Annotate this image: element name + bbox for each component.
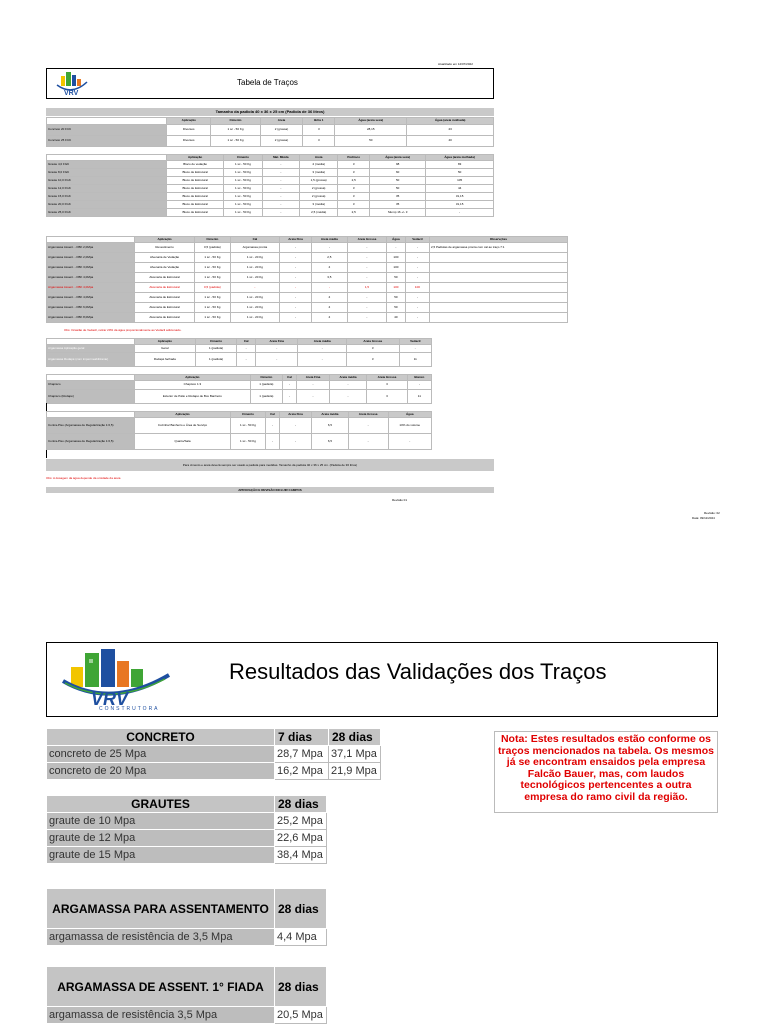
argamassa-table: Aplicação Cimento Cal Areia Fina Areia média Areia Grossa Água Vedacil Observções Argamassa Assent. - FBK 2,0Mpa Revestimento 0,5 (padiola) Argamassa pronta - - - - - 2,5 Padiolas de argamassa pronta com cal ao traço 7:1 Argamassa Assent. - FBK 2,0Mpa Alvenaria de Vedação 1 sc - 50 Kg 1 sc - 20 Kg - 2,5 - 100 - Argamassa Assent. - FBK 3,0Mpa Alvenaria de Vedação 1 sc - 50 Kg 1 sc - 20 Kg - 4 - 100 - Argamassa Assent. - FBK 4,0Mpa Alvenaria de Estrutural 1 sc - 50 Kg 1 sc - 20 Kg - 3,5 - 50 - Argamassa Assent. - FBK 4,0Mpa Alvenaria de Estrutural 0,5 (padiola) - - - 1,5 100 100 Argamassa Assent. - FBK 4,0Mpa Alvenaria de Estrutural 1 sc - 50 Kg 1 sc - 20 Kg - 4 - 50 - Argamassa Assent. - FBK 6,0Mpa Alvenaria de Estrutural 1 sc - 50 Kg 1 sc - 20 Kg - 4 - 50 - Argamassa Assent. - FBK 8,0Mpa Alvenaria de Estrutural 1 sc - 50 Kg 1 sc - 20 Kg - 4 - 40 - <box>46 236 568 323</box>
table-row: Graute 20,0 FGK Bloco de Estrutural 1 sc - 50 Kg - 3 (média) 3 35 31,15 <box>47 201 494 209</box>
updated-date: Atualizado em 12/07/2022 <box>438 62 473 66</box>
table-row: Concreto 25 FCK Diversos 1 sc - 50 Kg 2 (grossa) 3 50 40 <box>47 136 494 147</box>
table-row: Argamassa Rodapé (com impermeabilizante) Rodapé fachada 1 (padiola) - - - 3 11 <box>47 353 432 367</box>
sheet-title: Tabela de Traços <box>237 78 298 87</box>
table-row: Graute 4,0 FGK Bloco de vedação 1 sc - 50 Kg - 4 (média) 3 98 83 <box>47 161 494 169</box>
table-row: Argamassa Assent. - FBK 4,0Mpa Alvenaria de Estrutural 1 sc - 50 Kg 1 sc - 20 Kg - 3,5 - 50 - <box>47 273 568 283</box>
graute-table: Aplicação Cimento Mat. Miúda Areia Pedrisco Água (areia seca) Água (areia molhada) Graute 4,0 FGK Bloco de vedação 1 sc - 50 Kg - 4 (média) 3 98 83 Graute 8,0 FGK Bloco de Estrutural 1 sc - 50 Kg - 3 (média) 3 60 50 Graute 10,0 FGK Bloco de Estrutural 1 sc - 50 Kg - 1,5 (grossa) 2,5 50 105 Graute 12,0 FGK Bloco de Estrutural 1 sc - 50 Kg - 2 (grossa) 3 50 44 Graute 15,0 FGK Bloco de Estrutural 1 sc - 50 Kg - 2 (grossa) 3 35 31,15 Graute 20,0 FGK Bloco de Estrutural 1 sc - 50 Kg - 3 (média) 3 35 31,15 Graute 25,0 FGK Bloco de Estrutural 1 sc - 50 Kg - 2,5 (média) 2,5 Slump 16 +/- 3 - <box>46 154 494 217</box>
table-row: Graute 8,0 FGK Bloco de Estrutural 1 sc - 50 Kg - 3 (média) 3 60 50 <box>47 169 494 177</box>
table-row: graute de 12 Mpa 22,6 Mpa <box>47 830 327 847</box>
section-title: Tamanho da padiola 40 x 36 x 25 cm (Padiola de 36 litros) <box>46 108 494 116</box>
argamassa-fiada-results-table: ARGAMASSA DE ASSENT. 1° FIADA 28 dias argamassa de resistência 3,5 Mpa 20,5 Mpa <box>46 966 327 1024</box>
table-row: Contra-Piso (Argamassa de Regularização 1:6,5) Quarto/Sala 1 sc - 50 Kg - - 6,5 - - <box>47 434 432 450</box>
table-row: Argamassa Assent. - FBK 3,0Mpa Alvenaria de Vedação 1 sc - 50 Kg 1 sc - 20 Kg - 4 - 100 - <box>47 263 568 273</box>
table-row: Graute 15,0 FGK Bloco de Estrutural 1 sc - 50 Kg - 2 (grossa) 3 35 31,15 <box>47 193 494 201</box>
col-header: Cimento <box>211 118 260 125</box>
argamassa-results-table: ARGAMASSA PARA ASSENTAMENTO 28 dias argamassa de resistência de 3,5 Mpa 4,4 Mpa <box>46 888 327 946</box>
grautes-header: GRAUTES <box>47 796 275 813</box>
table-row: Graute 10,0 FGK Bloco de Estrutural 1 sc - 50 Kg - 1,5 (grossa) 2,5 50 105 <box>47 177 494 185</box>
concreto-results-table: CONCRETO 7 dias 28 dias concreto de 25 Mpa 28,7 Mpa 37,1 Mpa concreto de 20 Mpa 16,2 Mpa 21,9 Mpa <box>46 728 381 780</box>
table-row: graute de 15 Mpa 38,4 Mpa <box>47 847 327 864</box>
table-row: Contra-Piso (Argamassa de Regularização 1:6,5) Cozinha/ Banheiro e Área de Serviço 1 sc - 50 Kg - - 6,5 - 10% do volume <box>47 418 432 434</box>
argamassa-fiada-header: ARGAMASSA DE ASSENT. 1° FIADA <box>47 967 275 1007</box>
sheet-header <box>46 68 494 99</box>
col-header: Aplicação <box>167 118 211 125</box>
svg-text:VRV: VRV <box>91 689 129 709</box>
table-row: concreto de 20 Mpa 16,2 Mpa 21,9 Mpa <box>47 763 381 780</box>
col-header: Água (areia seca) <box>335 118 407 125</box>
argamassa-note: Obs: Ocasião de Vedacil, retirar 20% da água proporcionalmente ao Vedacil adicionado. <box>64 328 182 332</box>
table-row: Graute 25,0 FGK Bloco de Estrutural 1 sc - 50 Kg - 2,5 (média) 2,5 Slump 16 +/- 3 - <box>47 209 494 217</box>
grautes-results-table: GRAUTES 28 dias graute de 10 Mpa 25,2 Mpa graute de 12 Mpa 22,6 Mpa graute de 15 Mpa 38,4 Mpa <box>46 795 327 864</box>
table-row: Argamassa Assent. - FBK 2,0Mpa Revestimento 0,5 (padiola) Argamassa pronta - - - - - 2,5 Padiolas de argamassa pronta com cal ao traço 7:1 <box>47 243 568 253</box>
col-header: Brita 1 <box>303 118 335 125</box>
concrete-table <box>46 117 494 147</box>
chapisco-table: Aplicação Cimento Cal Areia Fina Areia média Areia Grossa Bianco Chapisco Chapisco 1:3 1 (padiola) - - - 3 - Chapisco (Rodapé) Exterior de Pátio e Rodapé de Box Banheiro 1 (padiola) - - - 3 11 <box>46 374 432 404</box>
table-row: concreto de 25 Mpa 28,7 Mpa 37,1 Mpa <box>47 746 381 763</box>
argamassa-header: ARGAMASSA PARA ASSENTAMENTO <box>47 889 275 929</box>
results-note: Nota: Estes resultados estão conforme os traços mencionados na tabela. Os mesmos já se encontram ensaidos pela empresa Falcão Bauer, mas, com laudos tecnológicos pertencentes a outra empresa do ramo civil da região. <box>494 731 718 813</box>
col-header: Areia <box>260 118 303 125</box>
table-row: Graute 12,0 FGK Bloco de Estrutural 1 sc - 50 Kg - 2 (grossa) 3 50 44 <box>47 185 494 193</box>
table-row: Argamassa Assent. - FBK 2,0Mpa Alvenaria de Vedação 1 sc - 50 Kg 1 sc - 20 Kg - 2,5 - 100 - <box>47 253 568 263</box>
results-header <box>46 642 718 717</box>
revision: Revisão 01 <box>392 498 408 502</box>
table-row: graute de 10 Mpa 25,2 Mpa <box>47 813 327 830</box>
col-header: Água (areia molhada) <box>407 118 494 125</box>
results-title: Resultados das Validações dos Traços <box>229 659 607 684</box>
approval-bar: APROVAÇÃO E REVISÃO INCLUIR CAMPOS <box>46 487 494 493</box>
table-row: Argamassa Aplicação geral Geral 1 (padiola) - - - 3 - <box>47 345 432 353</box>
table-row: Argamassa Assent. - FBK 4,0Mpa Alvenaria de Estrutural 0,5 (padiola) - - - 1,5 100 100 <box>47 283 568 293</box>
table-row: argamassa de resistência de 3,5 Mpa 4,4 Mpa <box>47 929 327 946</box>
footer-bar: Para cimento e areia deverá sempre ser usado a padiola para medidas. Tamanho da padiola 40 x 36 x 25 cm. (Padiola de 36 litros) <box>46 459 494 471</box>
logo-subtitle: CONSTRUTORA <box>99 706 160 712</box>
table-row: Chapisco (Rodapé) Exterior de Pátio e Rodapé de Box Banheiro 1 (padiola) - - - 3 11 <box>47 390 432 404</box>
concreto-header: CONCRETO <box>47 729 275 746</box>
table-row: Chapisco Chapisco 1:3 1 (padiola) - - - 3 - <box>47 381 432 390</box>
table-row: argamassa de resistência 3,5 Mpa 20,5 Mpa <box>47 1007 327 1024</box>
page-date: Data: 09/11/2024 <box>692 516 715 520</box>
table-row: Concreto 20 FCK Diversos 1 sc - 50 Kg 2 (grossa) 3 28,15 23 <box>47 125 494 136</box>
page-revision: Revisão: 02 <box>704 511 720 515</box>
table-row: Argamassa Assent. - FBK 8,0Mpa Alvenaria de Estrutural 1 sc - 50 Kg 1 sc - 20 Kg - 4 - 40 - <box>47 313 568 323</box>
contrapiso-table: Aplicação Cimento Cal Areia Fina Areia média Areia Grossa Água Contra-Piso (Argamassa de Regularização 1:6,5) Cozinha/ Banheiro e Área de Serviço 1 sc - 50 Kg - - 6,5 - 10% do volume Contra-Piso (Argamassa de Regularização 1:6,5) Quarto/Sala 1 sc - 50 Kg - - 6,5 - - <box>46 411 432 450</box>
table-row: Argamassa Assent. - FBK 6,0Mpa Alvenaria de Estrutural 1 sc - 50 Kg 1 sc - 20 Kg - 4 - 50 - <box>47 303 568 313</box>
footer-red-note: Obs: A dosagem da água depende da umidade da areia <box>46 476 121 480</box>
vrv-logo-small-icon <box>55 70 89 99</box>
table-row: Argamassa Assent. - FBK 4,0Mpa Alvenaria de Estrutural 1 sc - 50 Kg 1 sc - 20 Kg - 4 - 50 - <box>47 293 568 303</box>
divider <box>46 403 47 411</box>
argamassa-geral-table: Aplicação Cimento Cal Areia Fina Areia média Areia Grossa Vedacil Argamassa Aplicação geral Geral 1 (padiola) - - - 3 - Argamassa Rodapé (com impermeabilizante) Rodapé fachada 1 (padiola) - - - 3 11 <box>46 338 432 367</box>
svg-text:VRV: VRV <box>64 90 79 97</box>
divider <box>46 450 47 458</box>
